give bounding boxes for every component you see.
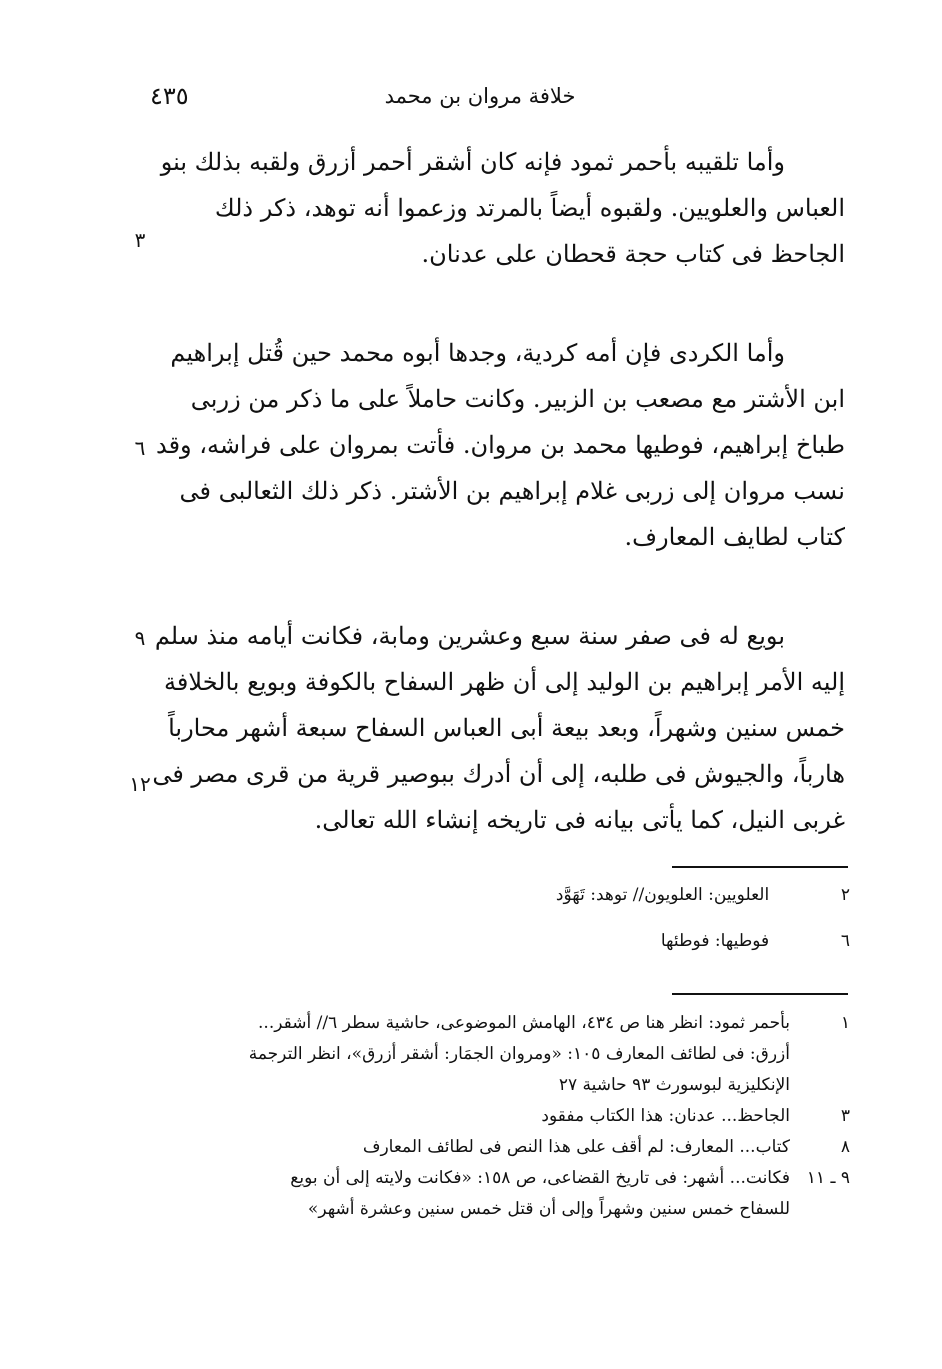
footnote-line: بأحمر ثمود: انظر هنا ص ٤٣٤، الهامش الموضوعى، حاشية سطر ٦// أشقر...: [258, 1013, 790, 1033]
note-number: ٢: [840, 885, 850, 905]
paragraph-line: العباس والعلويين. ولقبوه أيضاً بالمرتد وزعموا أنه توهد، ذكر ذلك: [214, 194, 845, 222]
paragraph-line: وأما الكردى فإن أمه كردية، وجدها أبوه محمد حين قُتل إبراهيم: [170, 339, 785, 367]
paragraph-line: بويع له فى صفر سنة سبع وعشرين ومابة، فكانت أيامه منذ سلم: [154, 622, 785, 650]
footnotes: [160, 1008, 850, 1225]
paragraph-line: الجاحظ فى كتاب حجة قحطان على عدنان.: [421, 240, 845, 268]
footnote: [160, 1008, 850, 1101]
note-number: ٦: [840, 931, 850, 951]
apparatus-separator-rule: [672, 866, 848, 868]
line-number: ١٢: [129, 772, 151, 796]
note-text: العلويين: العلويون// توهد: تَهَوَّد: [555, 885, 770, 905]
body-paragraph-3: [150, 613, 845, 843]
line-number: ٣: [134, 228, 146, 252]
body-paragraph-1: [150, 139, 845, 277]
line-number: ٩: [134, 626, 146, 650]
running-header-title: خلافة مروان بن محمد: [384, 84, 576, 108]
footnote-line: الجاحظ... عدنان: هذا الكتاب مفقود: [541, 1106, 790, 1126]
paragraph-line: نسب مروان إلى زربى غلام إبراهيم بن الأشتر. ذكر ذلك الثعالبى فى: [179, 477, 845, 505]
paragraph-line: إليه الأمر إبراهيم بن الوليد إلى أن ظهر السفاح بالكوفة وبويع بالخلافة: [164, 668, 845, 696]
paragraph-line: وأما تلقيبه بأحمر ثمود فإنه كان أشقر أحمر أزرق ولقبه بذلك بنو: [160, 148, 785, 176]
footnote-line: كتاب... المعارف: لم أقف على هذا النص فى لطائف المعارف: [362, 1137, 790, 1157]
paragraph-line: كتاب لطايف المعارف.: [624, 523, 845, 551]
apparatus-note: [200, 880, 850, 911]
note-text: فوطيها: فوطئها: [660, 931, 770, 951]
footnote: [160, 1132, 850, 1163]
footnote-line: أزرق: فى لطائف المعارف ١٠٥: «ومروان الجمَار: أشقر أزرق»، انظر الترجمة: [248, 1044, 790, 1064]
apparatus-note: [200, 926, 850, 957]
footnote-line: للسفاح خمس سنين وشهراً وإلى أن قتل خمس سنين وعشرة أشهر»: [307, 1199, 790, 1219]
paragraph-line: خمس سنين وشهراً، وبعد بيعة أبى العباس السفاح سبعة أشهر محارباً: [168, 714, 845, 742]
footnote-line: الإنكليزية لبوسورث ٩٣ حاشية ٢٧: [558, 1075, 790, 1095]
paragraph-line: طباخ إبراهيم، فوطيها محمد بن مروان. فأتت بمروان على فراشه، وقد: [155, 431, 845, 459]
page-number: ٤٣٥: [150, 82, 189, 110]
footnote-number: ٣: [840, 1106, 850, 1126]
footnote-number: ٨: [840, 1137, 850, 1157]
footnote: [160, 1163, 850, 1225]
footnote-number: ١: [840, 1013, 850, 1033]
paragraph-line: غربى النيل، كما يأتى بيانه فى تاريخه إنشاء الله تعالى.: [314, 806, 845, 834]
paragraph-line: هارباً، والجيوش فى طلبه، إلى أن أدرك ببوصير قرية من قرى مصر فى: [152, 760, 845, 788]
footnote-number: ٩ ـ ١١: [806, 1168, 850, 1188]
body-paragraph-2: [150, 330, 845, 560]
line-number: ٦: [134, 436, 146, 460]
paragraph-line: ابن الأشتر مع مصعب بن الزبير. وكانت حاملاً على ما ذكر من زربى: [190, 385, 845, 413]
footnote-line: فكانت... أشهر: فى تاريخ القضاعى، ص ١٥٨: «فكانت ولايته إلى أن بويع: [290, 1168, 790, 1188]
footnote-separator-rule: [672, 993, 848, 995]
footnote: [160, 1101, 850, 1132]
